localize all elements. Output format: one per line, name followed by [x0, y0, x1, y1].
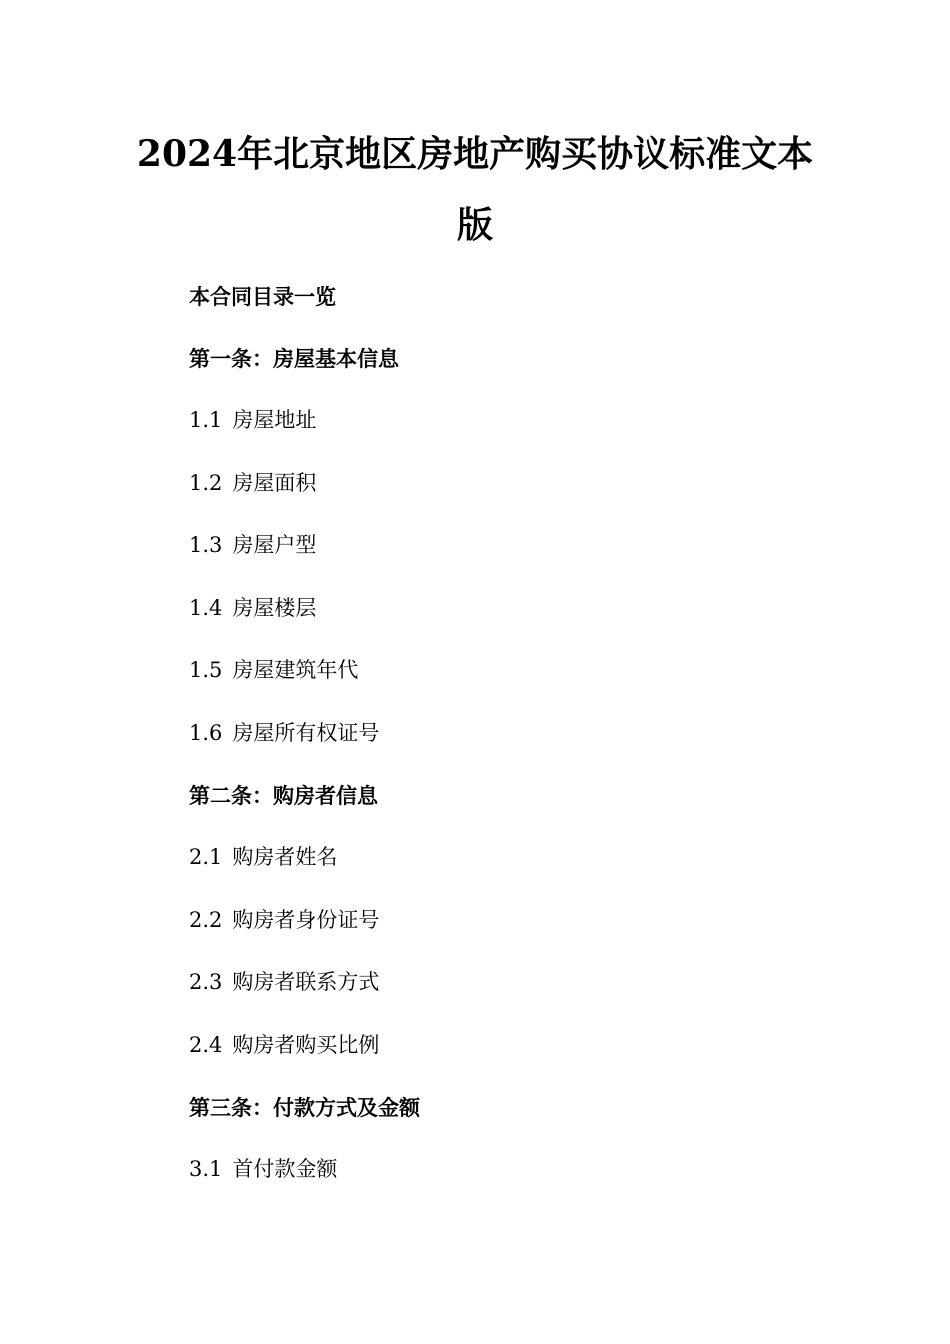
toc-item-text: 购房者联系方式	[232, 970, 380, 994]
toc-item-number: 2.1	[189, 845, 223, 869]
toc-item	[189, 1159, 337, 1180]
toc-item-number: 1.1	[189, 408, 223, 432]
section-heading: 第三条：付款方式及金额	[189, 1095, 420, 1120]
toc-item-text: 房屋面积	[232, 471, 317, 495]
toc-item-text: 房屋楼层	[232, 596, 317, 620]
toc-item-text: 房屋建筑年代	[232, 658, 359, 682]
section-heading: 第一条：房屋基本信息	[189, 346, 399, 371]
toc-item	[189, 910, 379, 931]
toc-item-number: 1.2	[189, 471, 223, 495]
toc-item	[189, 410, 316, 431]
toc-item-number: 2.4	[189, 1033, 223, 1057]
toc-item-number: 1.6	[189, 721, 223, 745]
toc-item-number: 1.5	[189, 658, 223, 682]
toc-item-number: 2.2	[189, 908, 223, 932]
toc-item-number: 3.1	[189, 1157, 223, 1181]
toc-item	[189, 847, 337, 868]
toc-item	[189, 598, 316, 619]
toc-item	[189, 972, 379, 993]
toc-item	[189, 1035, 379, 1056]
toc-item-text: 房屋地址	[232, 408, 317, 432]
toc-item-text: 购房者姓名	[232, 845, 338, 869]
section-heading: 第二条：购房者信息	[189, 783, 378, 808]
toc-item	[189, 473, 316, 494]
toc-item-text: 房屋所有权证号	[232, 721, 380, 745]
document-title: 2024年北京地区房地产购买协议标准文本	[136, 133, 814, 175]
toc-item-text: 购房者身份证号	[232, 908, 380, 932]
toc-item-number: 1.3	[189, 533, 223, 557]
toc-item	[189, 535, 316, 556]
toc-item-text: 购房者购买比例	[232, 1033, 380, 1057]
toc-item-number: 1.4	[189, 596, 223, 620]
toc-heading: 本合同目录一览	[189, 284, 336, 309]
toc-item	[189, 660, 358, 681]
toc-item-text: 房屋户型	[232, 533, 317, 557]
document-title-continued: 版	[456, 204, 493, 246]
toc-item	[189, 723, 379, 744]
toc-item-number: 2.3	[189, 970, 223, 994]
toc-item-text: 首付款金额	[232, 1157, 338, 1181]
